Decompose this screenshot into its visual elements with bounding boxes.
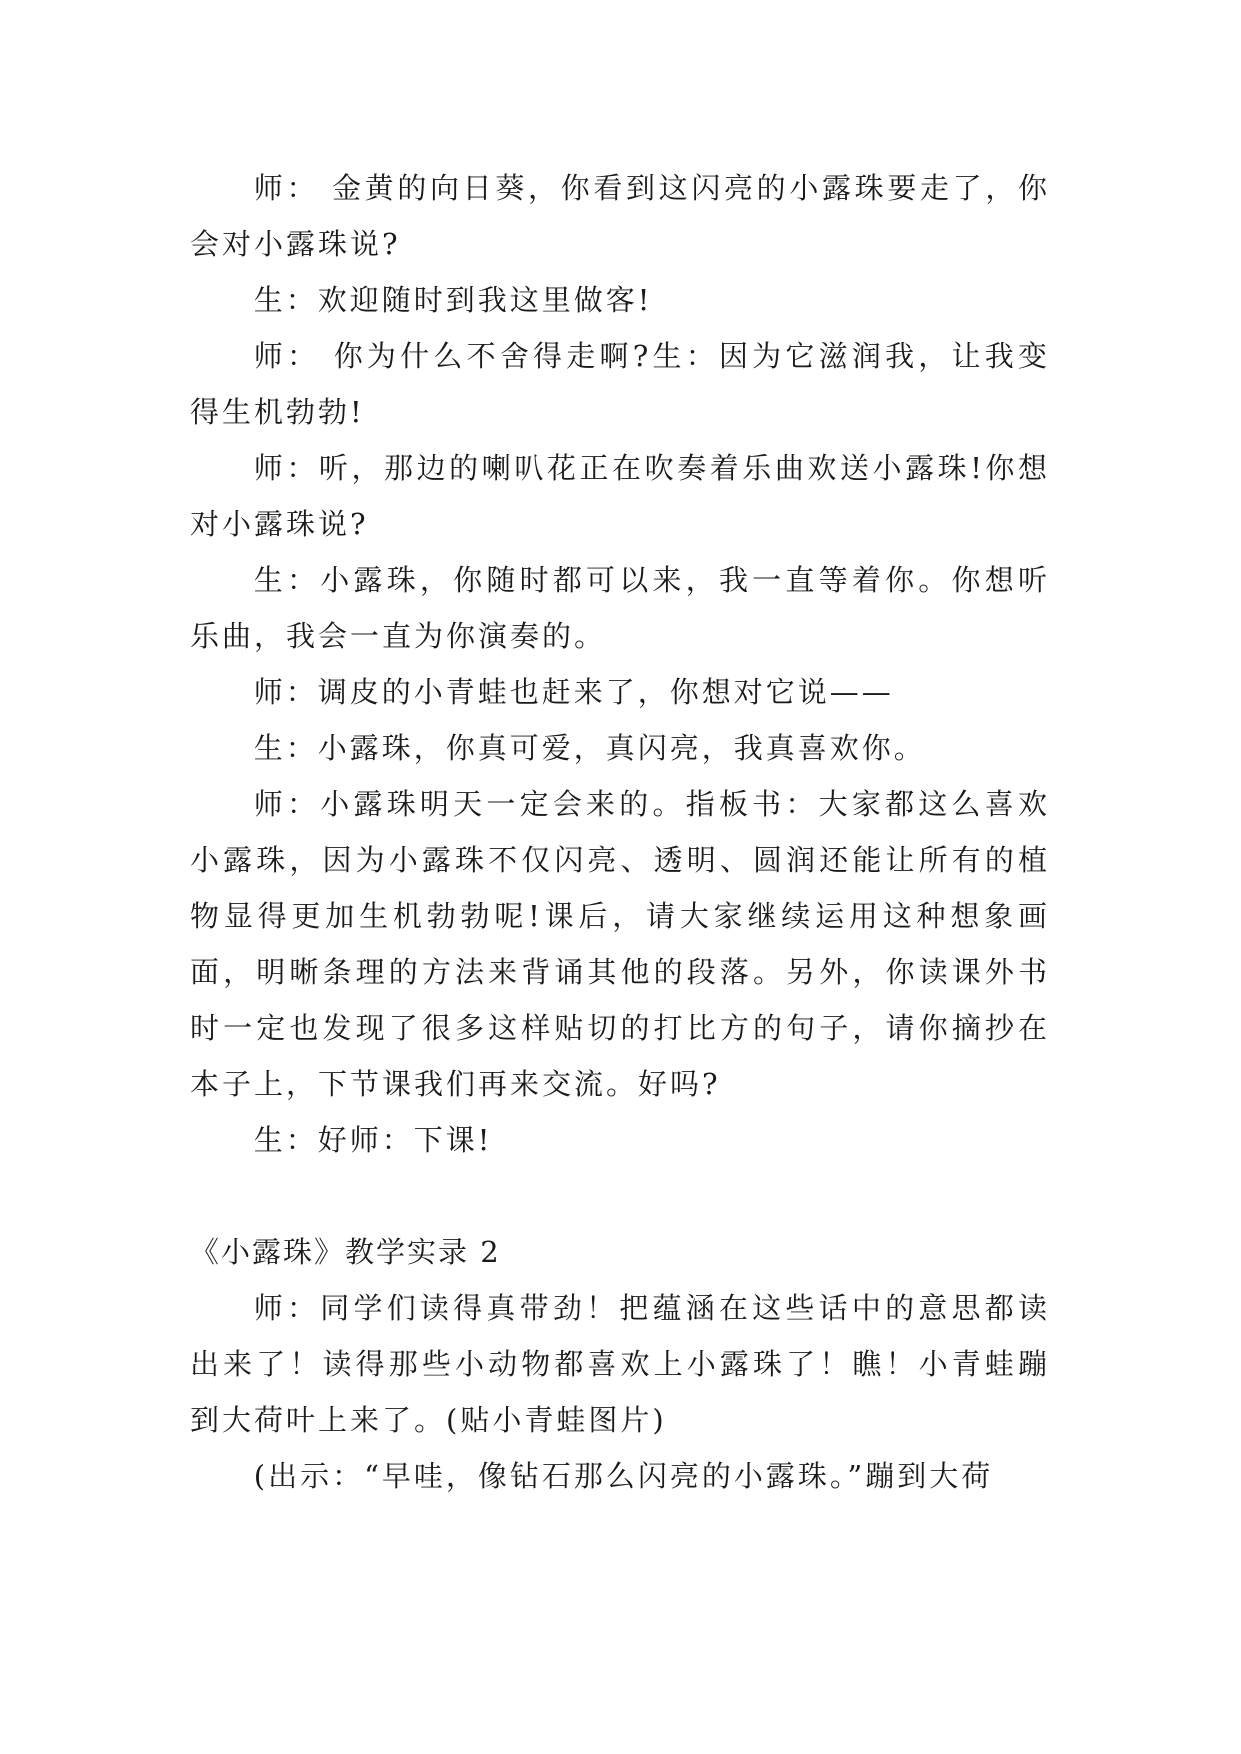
section-gap: [190, 1168, 1050, 1224]
paragraph-teacher-praise: 师：同学们读得真带劲！把蕴涵在这些话中的意思都读出来了！读得那些小动物都喜欢上小露珠了！瞧！小青蛙蹦到大荷叶上来了。(贴小青蛙图片): [190, 1291, 1050, 1437]
paragraph-class-end: 生：好师：下课!: [253, 1123, 493, 1157]
paragraph-teacher-why: 师： 你为什么不舍得走啊?生：因为它滋润我，让我变得生机勃勃!: [190, 339, 1050, 429]
paragraph-display-quote: (出示：“早哇，像钻石那么闪亮的小露珠。”蹦到大荷: [253, 1459, 994, 1493]
paragraph-student-music: 生：小露珠，你随时都可以来，我一直等着你。你想听乐曲，我会一直为你演奏的。: [190, 563, 1050, 653]
paragraph-teacher-morning-glory: 师：听，那边的喇叭花正在吹奏着乐曲欢送小露珠!你想对小露珠说?: [190, 451, 1050, 541]
paragraph-teacher-summary: 师：小露珠明天一定会来的。指板书：大家都这么喜欢小露珠，因为小露珠不仅闪亮、透明、圆润还能让所有的植物显得更加生机勃勃呢!课后，请大家继续运用这种想象画面，明晰条理的方法来背诵其他的段落。另外，你读课外书时一定也发现了很多这样贴切的打比方的句子，请你摘抄在本子上，下节课我们再来交流。好吗?: [190, 787, 1050, 1101]
paragraph-student-cute: 生：小露珠，你真可爱，真闪亮，我真喜欢你。: [253, 731, 926, 765]
paragraph-teacher-sunflower: 师： 金黄的向日葵，你看到这闪亮的小露珠要走了，你会对小露珠说?: [190, 171, 1050, 261]
paragraph-student-welcome: 生：欢迎随时到我这里做客!: [253, 283, 653, 317]
document-page: [190, 160, 1050, 1504]
paragraph-teacher-frog: 师：调皮的小青蛙也赶来了，你想对它说——: [253, 675, 894, 709]
section-heading: 《小露珠》教学实录 2: [190, 1235, 501, 1269]
